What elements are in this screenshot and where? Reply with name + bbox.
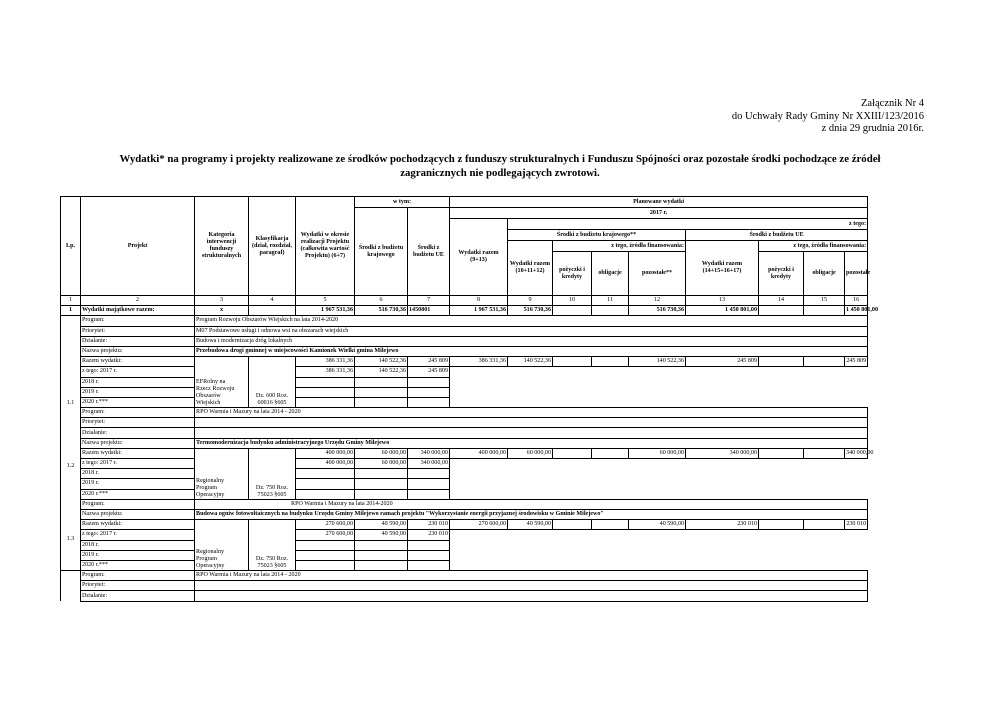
- p11-razem-c15: [804, 357, 845, 367]
- year-2019-label: 2019 r.: [81, 550, 195, 560]
- col-wydatki-okres-header: Wydatki w okresie realizacji Projektu (całkowita wartość Projektu) (6+7): [296, 197, 355, 296]
- s3-priorytet-value: [195, 581, 868, 591]
- p12-2020-c7: [408, 489, 450, 499]
- p12-program-after-value: RPO Warmia i Mazury na lata 2014-2020: [195, 499, 868, 509]
- s1-dzialanie-value: Budowa i modernizacja dróg lokalnych: [195, 336, 868, 346]
- s1-priorytet-value: M07 Podstawowe usługi i odnowa wsi na obszarach wiejskich: [195, 326, 868, 336]
- col-pozostale-2-header: pozostałe: [845, 252, 868, 296]
- s2-dzialanie-value: [195, 428, 868, 438]
- title-line-2: zagranicznych nie podlegających zwrotowi.: [400, 167, 600, 179]
- summary-c13: 1 450 801,00: [686, 306, 759, 316]
- col-number: 5: [296, 296, 355, 306]
- p12-razem-c11: [592, 448, 629, 458]
- p13-2020-row: [61, 560, 868, 570]
- p11-2020-c5: [296, 397, 355, 407]
- col-number: 10: [553, 296, 592, 306]
- s1-program-value: Program Rozwoju Obszarów Wiejskich na lata 2014-2020: [195, 316, 868, 326]
- p11-2019-c6: [355, 387, 408, 397]
- col-number: 11: [592, 296, 629, 306]
- attachment-number: Załącznik Nr 4: [861, 98, 924, 109]
- p11-razem-c16: 245 809: [845, 357, 868, 367]
- p13-razem-c12: 40 590,00: [629, 520, 686, 530]
- p12-razem-c5: 400 000,00: [296, 448, 355, 458]
- p12-razem-c9: 60 000,00: [508, 448, 553, 458]
- p13-razem-c10: [553, 520, 592, 530]
- p11-kat-line: EFRolny na: [196, 379, 226, 386]
- year-2018-label: 2018 r.: [81, 469, 195, 479]
- summary-label: Wydatki majątkowe razem:: [81, 306, 195, 316]
- p13-razem-row: [61, 520, 868, 530]
- p12-program-after-row: [61, 499, 868, 509]
- p13-razem-c16: 230 010: [845, 520, 868, 530]
- resolution-reference: do Uchwały Rady Gminy Nr XXIII/123/2016: [731, 110, 924, 122]
- year-2020-label: 2020 r.***: [81, 397, 195, 407]
- dzialanie-label: Działanie:: [81, 336, 195, 346]
- p12-2019-row: [61, 479, 868, 489]
- col-number: 12: [629, 296, 686, 306]
- p13-2020-c5: [296, 560, 355, 570]
- s2-priorytet-value: [195, 418, 868, 428]
- p13-2017-empty: [450, 530, 868, 540]
- p11-lp: 1.1: [66, 399, 75, 406]
- p11-razem-c6: 140 522,36: [355, 357, 408, 367]
- year-2020-label: 2020 r.***: [81, 560, 195, 570]
- p11-razem-c13: 245 809: [686, 357, 759, 367]
- s1-lp-cell: [61, 316, 81, 408]
- p13-2017-c7: 230 010: [408, 530, 450, 540]
- razem-label: Razem wydatki:: [81, 520, 195, 530]
- p12-razem-c7: 340 000,00: [408, 448, 450, 458]
- p11-2020-c6: [355, 397, 408, 407]
- summary-c5: 1 967 531,36: [296, 306, 355, 316]
- p11-2020-row: [61, 397, 868, 407]
- year-2017-label: z tego: 2017 r.: [81, 459, 195, 469]
- p11-razem-c5: 386 331,36: [296, 357, 355, 367]
- p12-razem-c12: 60 000,00: [629, 448, 686, 458]
- p13-kat-line: Program: [196, 556, 217, 563]
- p11-razem-c14: [759, 357, 804, 367]
- p12-kategoria: [195, 448, 249, 499]
- p11-2017-c5: 386 331,36: [296, 367, 355, 377]
- col-pozyczki-2-header: pożyczki i kredyty: [759, 252, 804, 296]
- col-pozyczki-1-header: pożyczki i kredyty: [553, 252, 592, 296]
- s3-dzialanie-row: [61, 591, 868, 601]
- col-number: 14: [759, 296, 804, 306]
- document-header: [732, 98, 924, 136]
- p11-razem-c11: [592, 357, 629, 367]
- p13-nazwa-row: [61, 509, 868, 519]
- p11-2018-empty: [450, 377, 868, 387]
- p13-razem-c5: 270 600,00: [296, 520, 355, 530]
- col-wydatki-razem-ue-header: Wydatki razem (14+15+16+17): [686, 241, 759, 296]
- p12-razem-c16: 340 000,00: [845, 448, 868, 458]
- s2-priorytet-row: [61, 418, 868, 428]
- planowane-header: Planowane wydatki: [450, 197, 868, 208]
- col-number: 13: [686, 296, 759, 306]
- summary-c14: [759, 306, 804, 316]
- p11-nazwa-row: [61, 346, 868, 356]
- p13-razem-c15: [804, 520, 845, 530]
- p13-2017-c5: 270 600,00: [296, 530, 355, 540]
- p13-nazwa-value: Budowa ogniw fotowoltaicznych na budynku Urzędu Gminy Milejewo ramach projektu "Wykorzystanie energii przyjaznej środowisku w Gminie Milejewo": [195, 509, 868, 519]
- razem-label: Razem wydatki:: [81, 448, 195, 458]
- year-2017-label: z tego: 2017 r.: [81, 530, 195, 540]
- p12-2018-c6: [355, 469, 408, 479]
- s3-priorytet-row: [61, 581, 868, 591]
- p12-2018-row: [61, 469, 868, 479]
- year-2018-label: 2018 r.: [81, 540, 195, 550]
- program-label: Program:: [81, 408, 195, 418]
- col-kategoria-header: Kategoria interwencji funduszy strukturalnych: [195, 197, 249, 296]
- col-number: 4: [249, 296, 296, 306]
- p11-2019-empty: [450, 387, 868, 397]
- z-tego-header: z tego:: [508, 219, 868, 230]
- w-tym-header: w tym:: [355, 197, 450, 208]
- col-obligacje-2-header: obligacje: [804, 252, 845, 296]
- col-number: 6: [355, 296, 408, 306]
- p11-2020-c7: [408, 397, 450, 407]
- col-pozostale-1-header: pozostałe**: [629, 252, 686, 296]
- p12-2019-c6: [355, 479, 408, 489]
- s3-program-value: RPO Warmia i Mazury na lata 2014 - 2020: [195, 571, 868, 581]
- p11-klas-line: Dz. 600 Roz.: [255, 393, 289, 400]
- priorytet-label: Priorytet:: [81, 418, 195, 428]
- p12-razem-c13: 340 000,00: [686, 448, 759, 458]
- col-number: 9: [508, 296, 553, 306]
- p12-lp: 1.2: [66, 462, 75, 469]
- expenditure-table: [60, 196, 879, 602]
- p11-razem-c7: 245 809: [408, 357, 450, 367]
- p12-klas-line: 75023 §605: [257, 491, 287, 498]
- col-lp-header: Lp.: [61, 197, 81, 296]
- summary-row: [61, 306, 868, 316]
- p12-klasyfikacja: [249, 448, 296, 499]
- p13-kat-line: Operacyjny: [196, 563, 225, 570]
- col-number: 2: [81, 296, 195, 306]
- p12-2020-c6: [355, 489, 408, 499]
- p11-2018-row: [61, 377, 868, 387]
- header-row-1: [61, 197, 868, 208]
- s3-lp-cell: [61, 571, 81, 602]
- col-number: 16: [845, 296, 868, 306]
- col-number: 15: [804, 296, 845, 306]
- p13-kat-line: Regionalny: [196, 549, 225, 556]
- dzialanie-label: Działanie:: [81, 428, 195, 438]
- col-wydatki-razem-kraj-header: Wydatki razem (10+11+12): [508, 241, 553, 296]
- p11-2019-c7: [408, 387, 450, 397]
- p11-2018-c7: [408, 377, 450, 387]
- p13-2018-row: [61, 540, 868, 550]
- summary-c16: 1 450 801,00: [845, 306, 868, 316]
- p12-2017-c5: 400 000,00: [296, 459, 355, 469]
- summary-c9: 516 730,36: [508, 306, 553, 316]
- p13-2019-row: [61, 550, 868, 560]
- col-number: 3: [195, 296, 249, 306]
- p13-2017-c6: 40 590,00: [355, 530, 408, 540]
- col-number: 1: [61, 296, 81, 306]
- p13-razem-c11: [592, 520, 629, 530]
- year-2019-label: 2019 r.: [81, 479, 195, 489]
- document-title: [60, 152, 940, 180]
- kraj-budget-header: Środki z budżetu krajowego**: [508, 230, 686, 241]
- p13-2019-c5: [296, 550, 355, 560]
- p13-2019-c7: [408, 550, 450, 560]
- p12-2018-c5: [296, 469, 355, 479]
- col-wydatki-razem-header: Wydatki razem (9+13): [450, 219, 508, 296]
- p11-klas-line: 60016 §605: [257, 400, 287, 407]
- p12-razem-c8: 400 000,00: [450, 448, 508, 458]
- summary-c11: [592, 306, 629, 316]
- priorytet-label: Priorytet:: [81, 326, 195, 336]
- nazwa-label: Nazwa projektu:: [81, 509, 195, 519]
- nazwa-label: Nazwa projektu:: [81, 346, 195, 356]
- p13-2020-c7: [408, 560, 450, 570]
- s3-program-row: [61, 571, 868, 581]
- p13-razem-c8: 270 600,00: [450, 520, 508, 530]
- p13-lp: 1.3: [61, 509, 81, 570]
- year-2017-label: z tego: 2017 r.: [81, 367, 195, 377]
- p13-2018-c7: [408, 540, 450, 550]
- p11-2017-row: [61, 367, 868, 377]
- title-line-1: Wydatki* na programy i projekty realizowane ze środków pochodzących z funduszy strukturalnych i Funduszu Spójności oraz pozostałe środki pochodzące ze źródeł: [119, 153, 881, 165]
- nazwa-label: Nazwa projektu:: [81, 438, 195, 448]
- year-header: 2017 r.: [450, 208, 868, 219]
- p11-nazwa-value: Przebudowa drogi gminnej w miejscowości Kamionek Wielki gmina Milejewo: [195, 346, 868, 356]
- p12-2018-c7: [408, 469, 450, 479]
- p12-2017-c6: 60 000,00: [355, 459, 408, 469]
- p13-razem-c14: [759, 520, 804, 530]
- p12-kat-line: Program: [196, 484, 217, 491]
- ue-budget-header: Środki z budżetu UE: [686, 230, 868, 241]
- program-label: Program:: [81, 316, 195, 326]
- p12-klas-line: Dz. 750 Roz.: [255, 484, 289, 491]
- s2-program-row: [61, 408, 868, 418]
- p11-2019-row: [61, 387, 868, 397]
- year-2018-label: 2018 r.: [81, 377, 195, 387]
- col-obligacje-1-header: obligacje: [592, 252, 629, 296]
- p12-2018-empty: [450, 469, 868, 479]
- p13-2017-row: [61, 530, 868, 540]
- p12-razem-row: [61, 448, 868, 458]
- p11-razem-row: [61, 357, 868, 367]
- zrodla-kraj-header: z tego, źródła finansowania:: [553, 241, 686, 252]
- p12-2017-row: [61, 459, 868, 469]
- p12-razem-c6: 60 000,00: [355, 448, 408, 458]
- p13-klasyfikacja: [249, 520, 296, 571]
- program-label: Program:: [81, 571, 195, 581]
- p13-2020-empty: [450, 560, 868, 570]
- year-2020-label: 2020 r.***: [81, 489, 195, 499]
- year-2019-label: 2019 r.: [81, 387, 195, 397]
- p13-2018-empty: [450, 540, 868, 550]
- p11-2018-c5: [296, 377, 355, 387]
- p11-klasyfikacja: [249, 357, 296, 408]
- s1-dzialanie-row: [61, 336, 868, 346]
- p12-razem-c15: [804, 448, 845, 458]
- summary-c12: 516 730,36: [629, 306, 686, 316]
- p11-razem-c9: 140 522,36: [508, 357, 553, 367]
- program-label: Program:: [81, 499, 195, 509]
- p11-lp-and-s2: [61, 399, 81, 510]
- p11-razem-c8: 386 331,36: [450, 357, 508, 367]
- summary-c8: 1 967 531,36: [450, 306, 508, 316]
- razem-label: Razem wydatki:: [81, 357, 195, 367]
- p11-razem-c12: 140 522,36: [629, 357, 686, 367]
- s2-dzialanie-row: [61, 428, 868, 438]
- priorytet-label: Priorytet:: [81, 581, 195, 591]
- summary-kategoria: x: [195, 306, 249, 316]
- p11-kat-line: Obszarów: [196, 393, 221, 400]
- p11-kat-line: Rzecz Rozwoju: [196, 386, 235, 393]
- zrodla-ue-header: z tego, źródła finansowania:: [759, 241, 868, 252]
- p12-2019-c7: [408, 479, 450, 489]
- col-srodki-krajowe-header: Środki z budżetu krajowego: [355, 208, 408, 296]
- col-projekt-header: Projekt: [81, 197, 195, 296]
- resolution-date: z dnia 29 grudnia 2016r.: [821, 123, 924, 134]
- column-number-row: [61, 296, 868, 306]
- s3-dzialanie-value: [195, 591, 868, 601]
- summary-c6: 516 730,36: [355, 306, 408, 316]
- p11-kat-line: Wiejskich: [196, 400, 221, 407]
- p11-2019-c5: [296, 387, 355, 397]
- dzialanie-label: Działanie:: [81, 591, 195, 601]
- p11-razem-c10: [553, 357, 592, 367]
- col-number: 7: [408, 296, 450, 306]
- summary-c10: [553, 306, 592, 316]
- p13-kategoria: [195, 520, 249, 571]
- p12-2019-c5: [296, 479, 355, 489]
- p12-kat-line: Regionalny: [196, 477, 225, 484]
- p12-2020-empty: [450, 489, 868, 499]
- col-klasyfikacja-header: Klasyfikacja (dział, rozdział, paragraf): [249, 197, 296, 296]
- col-srodki-ue-header: Środki z budżetu UE: [408, 208, 450, 296]
- summary-c15: [804, 306, 845, 316]
- p13-razem-c7: 230 010: [408, 520, 450, 530]
- p13-2018-c5: [296, 540, 355, 550]
- p12-2019-empty: [450, 479, 868, 489]
- p13-klas-line: 75023 §605: [257, 563, 287, 570]
- p12-nazwa-row: [61, 438, 868, 448]
- p11-kategoria: [195, 357, 249, 408]
- p13-razem-c9: 40 590,00: [508, 520, 553, 530]
- p11-2018-c6: [355, 377, 408, 387]
- p12-2017-empty: [450, 459, 868, 469]
- p12-2020-row: [61, 489, 868, 499]
- p11-2017-c6: 140 522,36: [355, 367, 408, 377]
- summary-klasyfikacja: [249, 306, 296, 316]
- summary-lp: 1: [61, 306, 81, 316]
- p13-2018-c6: [355, 540, 408, 550]
- s2-program-value: RPO Warmia i Mazury na lata 2014 - 2020: [195, 408, 868, 418]
- p11-2017-empty: [450, 367, 868, 377]
- p11-2020-empty: [450, 397, 868, 407]
- summary-c7: 1450801: [408, 306, 450, 316]
- p11-2017-c7: 245 809: [408, 367, 450, 377]
- s1-program-row: [61, 316, 868, 326]
- p13-2020-c6: [355, 560, 408, 570]
- p12-kat-line: Operacyjny: [196, 491, 225, 498]
- p13-razem-c6: 40 590,00: [355, 520, 408, 530]
- p13-razem-c13: 230 010: [686, 520, 759, 530]
- p13-klas-line: Dz. 750 Roz.: [255, 556, 289, 563]
- p12-razem-c10: [553, 448, 592, 458]
- col-number: 8: [450, 296, 508, 306]
- p13-2019-c6: [355, 550, 408, 560]
- p12-2020-c5: [296, 489, 355, 499]
- p13-2019-empty: [450, 550, 868, 560]
- s1-priorytet-row: [61, 326, 868, 336]
- p12-nazwa-value: Termomodernizacja budynku administracyjnego Urzędu Gminy Milejewo: [195, 438, 868, 448]
- p12-razem-c14: [759, 448, 804, 458]
- p12-2017-c7: 340 000,00: [408, 459, 450, 469]
